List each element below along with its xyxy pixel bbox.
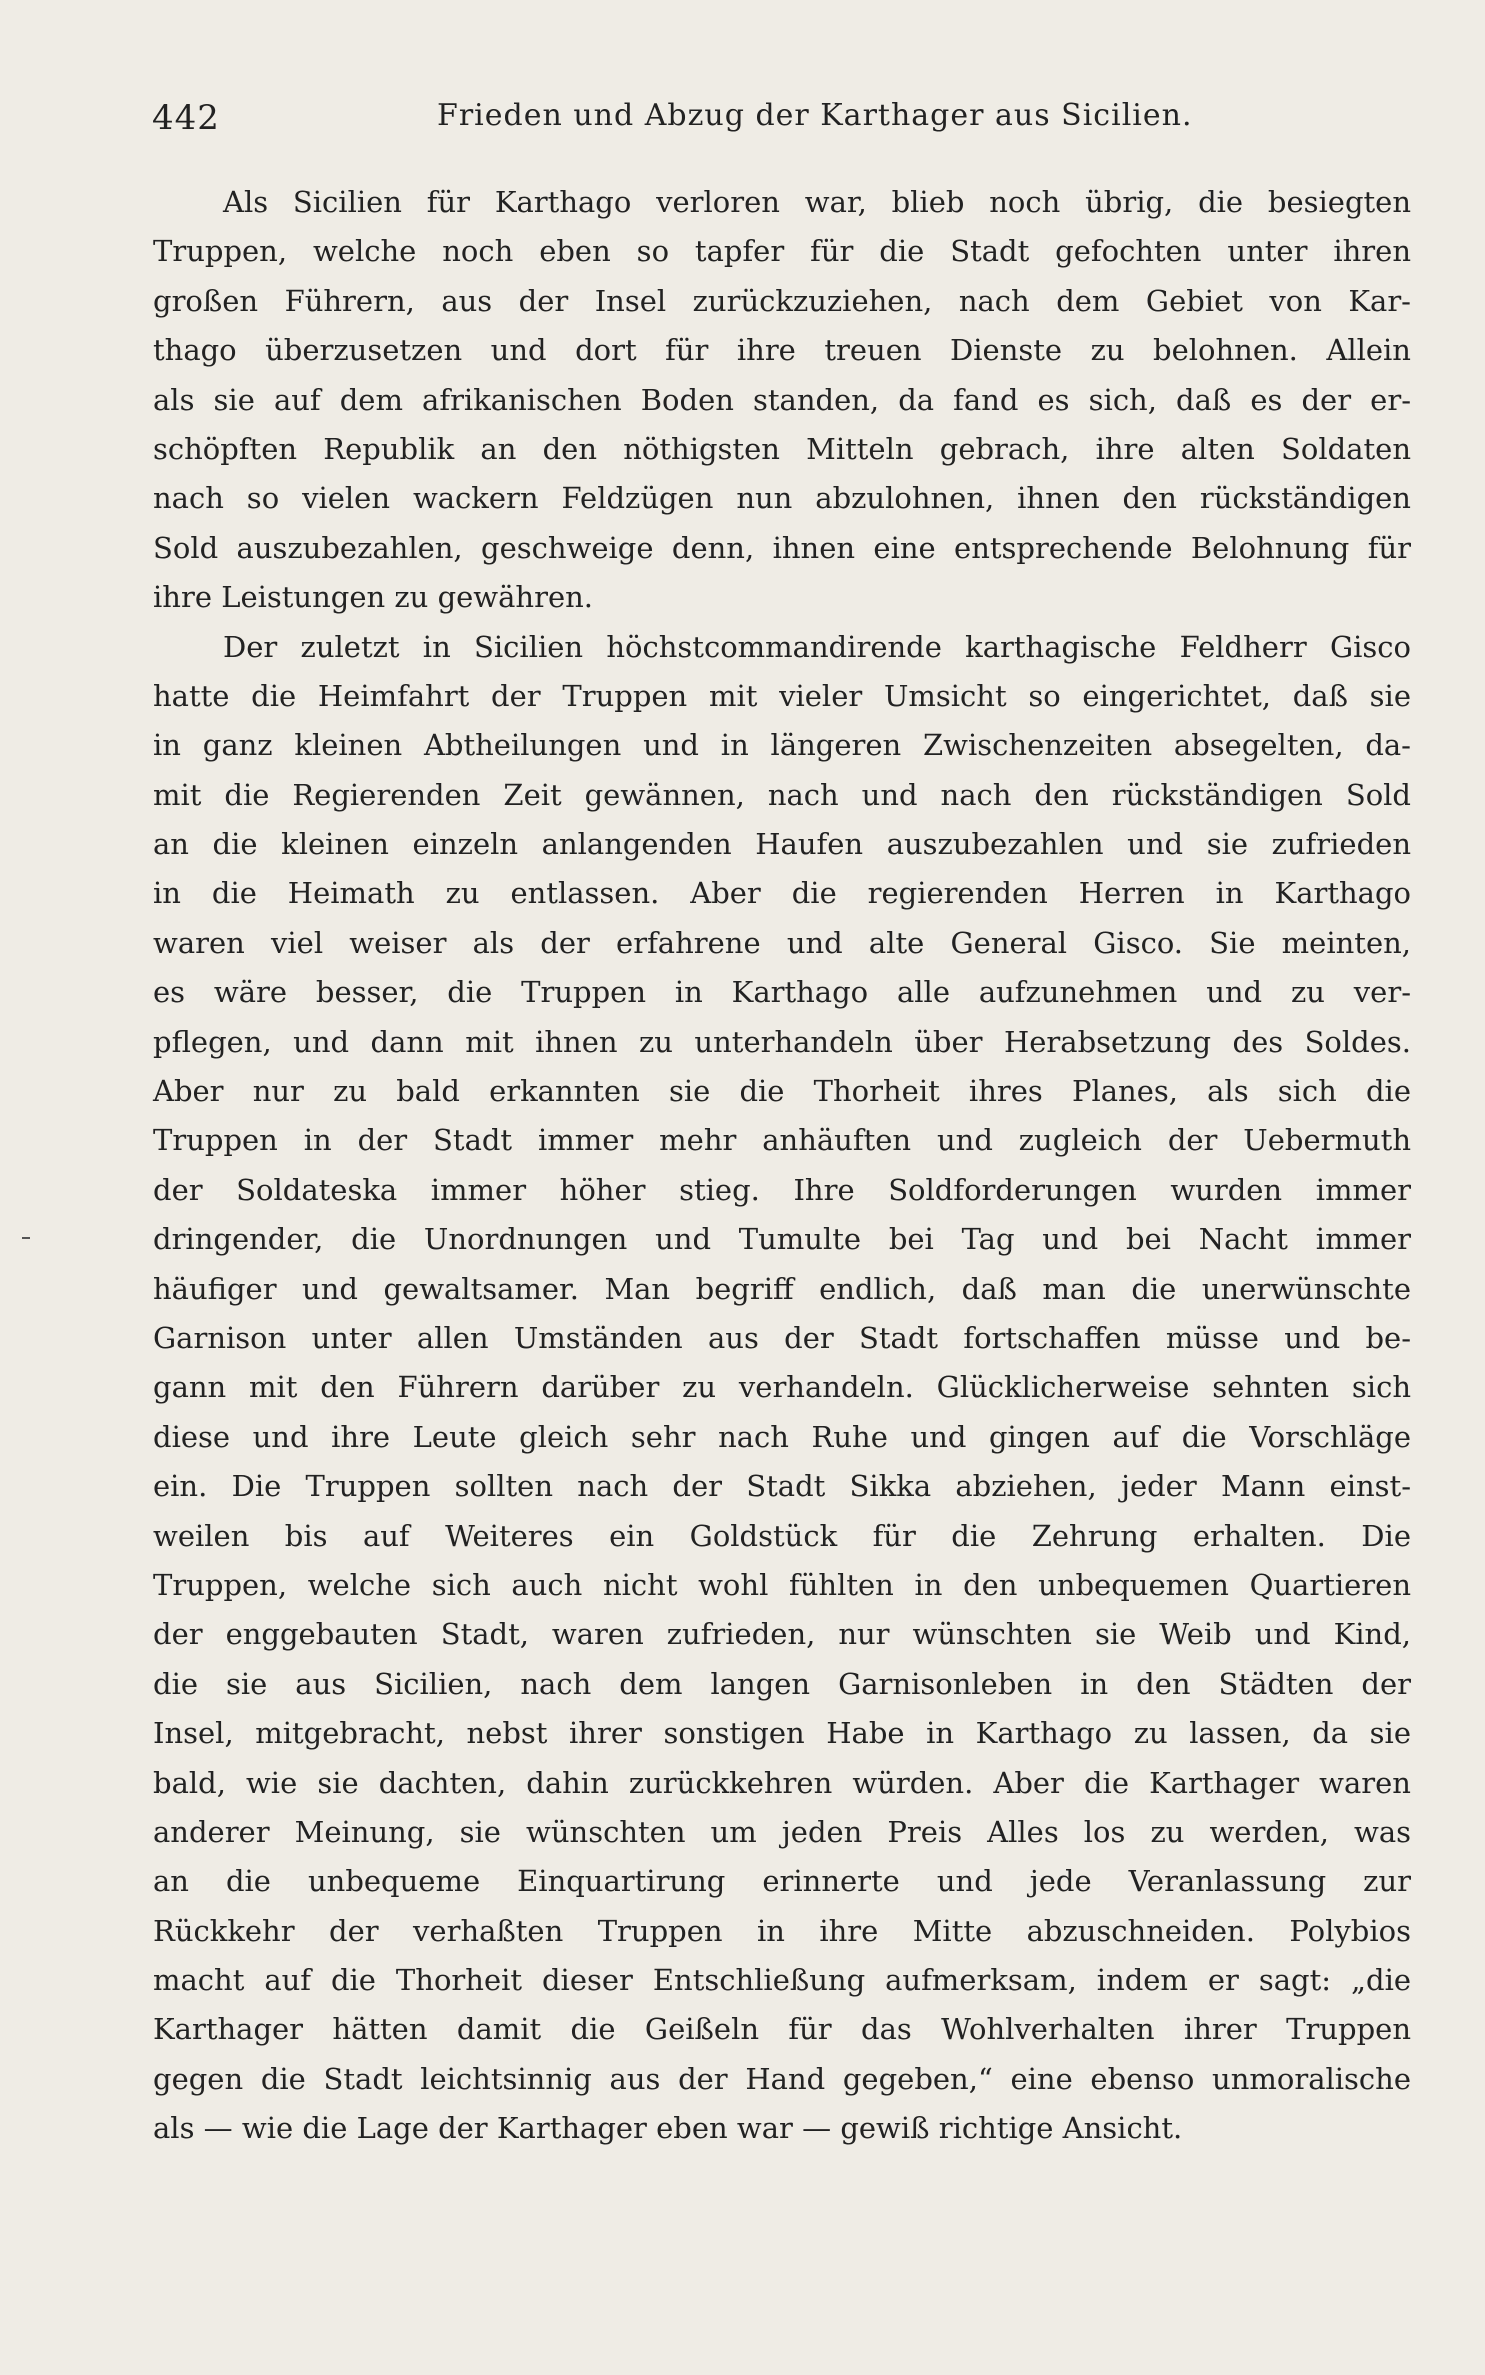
text-line: Karthager hätten damit die Geißeln für das Wohlverhalten ihrer Truppen [153, 2012, 1411, 2047]
margin-mark [22, 1237, 30, 1239]
text-line: Rückkehr der verhaßten Truppen in ihre Mitte abzuschneiden. Polybios [153, 1913, 1411, 1948]
text-line: thago überzusetzen und dort für ihre treuen Dienste zu belohnen. Allein [153, 333, 1411, 368]
text-line: ihre Leistungen zu gewähren. [153, 580, 594, 615]
text-line: Truppen in der Stadt immer mehr anhäuften und zugleich der Uebermuth [153, 1123, 1411, 1158]
text-line: Sold auszubezahlen, geschweige denn, ihnen eine entsprechende Belohnung für [153, 530, 1411, 565]
paragraph-1 [153, 178, 1411, 623]
text-line: gegen die Stadt leichtsinnig aus der Hand gegeben,“ eine ebenso unmoralische [153, 2061, 1411, 2096]
body-text [153, 178, 1411, 2154]
text-line: die sie aus Sicilien, nach dem langen Garnisonleben in den Städten der [153, 1666, 1411, 1701]
text-line: Truppen, welche sich auch nicht wohl fühlten in den unbequemen Quartieren [153, 1567, 1411, 1602]
text-line: gann mit den Führern darüber zu verhandeln. Glücklicherweise sehnten sich [153, 1370, 1411, 1405]
text-line: an die kleinen einzeln anlangenden Haufen auszubezahlen und sie zufrieden [153, 827, 1411, 862]
text-line: Garnison unter allen Umständen aus der Stadt fortschaffen müsse und be- [153, 1320, 1411, 1355]
text-line: waren viel weiser als der erfahrene und alte General Gisco. Sie meinten, [153, 925, 1411, 960]
running-title: Frieden und Abzug der Karthager aus Sicilien. [437, 98, 1193, 133]
text-line: Truppen, welche noch eben so tapfer für die Stadt gefochten unter ihren [153, 234, 1411, 269]
text-line: anderer Meinung, sie wünschten um jeden Preis Alles los zu werden, was [153, 1814, 1411, 1849]
page-number: 442 [152, 98, 220, 138]
text-line: macht auf die Thorheit dieser Entschließung aufmerksam, indem er sagt: „die [153, 1963, 1411, 1998]
text-line: an die unbequeme Einquartirung erinnerte und jede Veranlassung zur [153, 1864, 1411, 1899]
text-line: schöpften Republik an den nöthigsten Mitteln gebrach, ihre alten Soldaten [153, 431, 1411, 466]
text-line: pflegen, und dann mit ihnen zu unterhandeln über Herabsetzung des Soldes. [153, 1024, 1411, 1059]
text-line: bald, wie sie dachten, dahin zurückkehren würden. Aber die Karthager waren [153, 1765, 1411, 1800]
text-line: in ganz kleinen Abtheilungen und in längeren Zwischenzeiten absegelten, da- [153, 728, 1411, 763]
text-line: diese und ihre Leute gleich sehr nach Ruhe und gingen auf die Vorschläge [153, 1419, 1411, 1454]
text-line: als sie auf dem afrikanischen Boden standen, da fand es sich, daß es der er- [153, 382, 1411, 417]
text-line: in die Heimath zu entlassen. Aber die regierenden Herren in Karthago [153, 876, 1411, 911]
text-line: mit die Regierenden Zeit gewännen, nach und nach den rückständigen Sold [153, 777, 1411, 812]
text-line: Als Sicilien für Karthago verloren war, blieb noch übrig, die besiegten [223, 185, 1411, 219]
text-line: hatte die Heimfahrt der Truppen mit vieler Umsicht so eingerichtet, daß sie [153, 678, 1411, 713]
text-line: Insel, mitgebracht, nebst ihrer sonstigen Habe in Karthago zu lassen, da sie [153, 1716, 1411, 1751]
text-line: es wäre besser, die Truppen in Karthago alle aufzunehmen und zu ver- [153, 975, 1411, 1010]
text-line: ein. Die Truppen sollten nach der Stadt Sikka abziehen, jeder Mann einst- [153, 1469, 1411, 1504]
text-line: als — wie die Lage der Karthager eben war — gewiß richtige Ansicht. [153, 2111, 1183, 2146]
text-line: der enggebauten Stadt, waren zufrieden, nur wünschten sie Weib und Kind, [153, 1617, 1411, 1652]
text-line: weilen bis auf Weiteres ein Goldstück für die Zehrung erhalten. Die [153, 1518, 1411, 1553]
text-line: großen Führern, aus der Insel zurückzuziehen, nach dem Gebiet von Kar- [153, 283, 1411, 318]
paragraph-2 [153, 623, 1411, 2154]
text-line: Aber nur zu bald erkannten sie die Thorheit ihres Planes, als sich die [153, 1074, 1411, 1109]
page-header [152, 90, 1412, 150]
text-line: dringender, die Unordnungen und Tumulte bei Tag und bei Nacht immer [153, 1222, 1411, 1257]
text-line: der Soldateska immer höher stieg. Ihre Soldforderungen wurden immer [153, 1172, 1411, 1207]
text-line: nach so vielen wackern Feldzügen nun abzulohnen, ihnen den rückständigen [153, 481, 1411, 516]
text-line: häufiger und gewaltsamer. Man begriff endlich, daß man die unerwünschte [153, 1271, 1411, 1306]
text-line: Der zuletzt in Sicilien höchstcommandirende karthagische Feldherr Gisco [223, 629, 1411, 664]
